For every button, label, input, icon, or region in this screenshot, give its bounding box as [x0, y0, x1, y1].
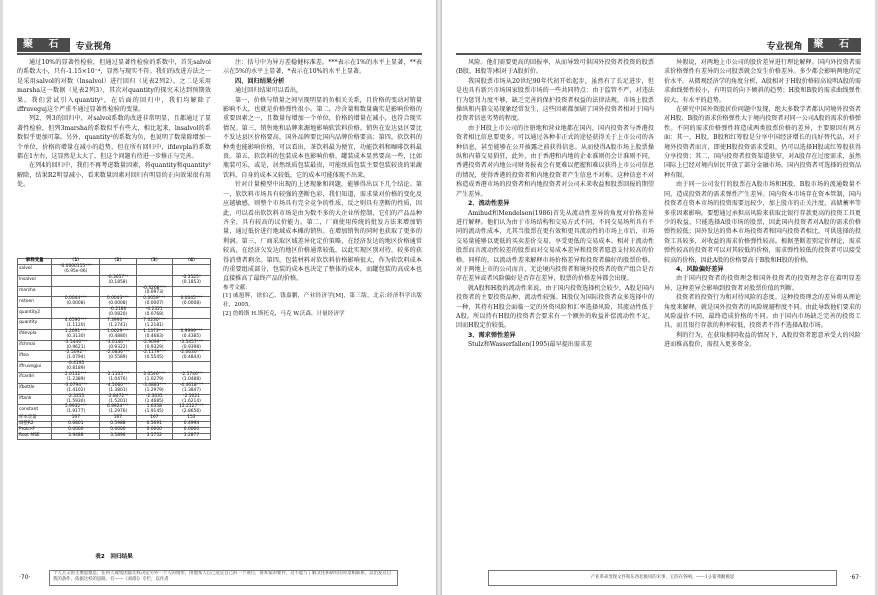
- coefficient-cell: 152: [172, 416, 210, 422]
- right-column-2: [664, 58, 861, 350]
- coefficient-cell: 7.3993*** (1.2741): [100, 318, 136, 329]
- coefficient-cell: 0.0045*** (0.0008): [172, 297, 210, 308]
- coefficient-cell: 0.0000: [172, 428, 210, 434]
- coefficient-cell: 3.5752: [136, 434, 172, 440]
- body-paragraph: 由于同一公司发行的股票在A股市场和H股、B股市场的流通数量不同，造成投资者的需求弹性产生差异。国内资本市场存在资本管制，国内投资者在资本市场的投资需要远较少，加上股市的正关注度，高储蓄率等多重因素影响，要想通过承担高风险来获取比银行存款更高的投资工具更少的收益，只能选择A股市场的股票，因此国内投资者对A股的需求价格弹性较低；国外发达的资本市场投资者和国内投资者相比，可供选择的投资工具较多，对收益的需求价格弹性较高。根据垄断差别定价理论，需求弹性较高的投资者可以对其较低的价格，需求弹性较低的投资者可以接受较高的价格，因此A股的价格要高于B股和H股的价格。: [664, 181, 861, 264]
- reference-line: 参考文献：: [223, 284, 251, 291]
- body-paragraph: 异假说，对两地上市公司的股价差异进行理论解释。国内外投资者需求价格弹性有差异的公司股票就会发生价格差异。多少都会影响两地的定价水平。从微观经济学的角度分析，A股相对于H股价格较高说明A股的需求曲线弹性较小，有明显的向下倾斜的趋势；H股和B股的需求曲线弹性较大，有水平的趋势。: [664, 59, 861, 104]
- coefficient-cell: -3.5446*** (0.9621): [52, 340, 100, 351]
- right-column-1: [456, 58, 654, 350]
- coefficient-cell: -2.0630*** (0.4844): [172, 351, 210, 362]
- coefficient-cell: 3.9488: [52, 434, 100, 440]
- coefficient-cell: 167: [136, 416, 172, 422]
- coefficient-cell: 0.0044*** (0.0008): [52, 297, 100, 308]
- variable-name-cell: quantity2: [18, 308, 52, 319]
- coefficient-cell: 0.4994: [172, 422, 210, 428]
- coefficient-cell: -3.5457*** (0.9398): [172, 340, 210, 351]
- body-paragraph: 在研究中国外资股折价问题中发现，绝大多数学者都认同境外投资者对H股、B股的需求价格弹性大于境内投资者对同一公司A股的需求价格弹性。不同的需求价格弹性将造成两类股票价格的差异，主要原因有两方面：其一，H股，B股和红筹股是分享中国经济增长的良好替代品，对于境外投资者而言，即使H股投资需求受阻，仍可以选择H股或红筹股获得分享投资；其二，国内投资者投资渠道狭窄，对A股存在过度需求，虽然国际上已经对境内居民开放了部分金融市场，国内投资者可选择的投资品种有限。: [664, 106, 862, 179]
- body-paragraph: 我国股票市场从20世纪90年代初开始起步，虽然有了长足进步，但是也具有新兴市场国家股票市场的一些共同特点：由于监管不严，对违法行为惩罚力度不够，缺乏完善的保护投资者权益的法律法规，市场上股票操纵和内幕交易现象经常发生，这些因素都加剧了国外投资者相对于国内投资者信息劣势的程度。: [456, 77, 654, 123]
- variable-name-cell: salvol: [18, 264, 52, 275]
- coefficient-cell: 0.6801: [52, 422, 100, 428]
- coefficient-cell: -2.5021 (1.6214): [172, 394, 210, 405]
- coefficient-cell: 1.6358 (1.9145): [136, 405, 172, 416]
- table-row: [18, 264, 211, 275]
- right-page: [442, 0, 875, 595]
- page-number: ·67·: [849, 574, 861, 581]
- coefficient-cell: [172, 308, 210, 319]
- coefficient-cell: 5.9932*** (1.9177): [52, 405, 100, 416]
- coefficient-cell: -2.9099*** (0.9329): [136, 340, 172, 351]
- reference-line: [1] 戚旭辉，徐伯乙，钱嘉鹏，产业经济学[M]，第三版，北京:经济科学出版社，2005。: [223, 293, 422, 308]
- coefficient-cell: -4.4618*** (1.3847): [172, 383, 210, 394]
- coefficient-cell: [100, 362, 136, 373]
- table-row: [18, 329, 211, 340]
- coefficient-cell: -0.2180 (0.0820): [100, 308, 136, 319]
- magazine-logo: 聚 石: [808, 38, 861, 52]
- coefficient-cell: 3.0546*** (1.0279): [136, 373, 172, 384]
- page-number: ·70·: [19, 574, 31, 581]
- body-paragraph: 利的行为，在获取相同收益的情况下，A股投资者愿意承受大的风险进而推高股价，需投入更多资金。: [664, 331, 861, 349]
- body-paragraph: Stulz和Wasserfallen(1995)最早提出需求差: [468, 341, 593, 349]
- coefficient-cell: [52, 275, 100, 286]
- coefficient-cell: 0.0000: [52, 428, 100, 434]
- coefficient-cell: 7.0230*** (1.2181): [136, 318, 172, 329]
- header-rule: [456, 53, 861, 55]
- left-page: [3, 0, 436, 595]
- coefficient-cell: [136, 264, 172, 275]
- variable-name-cell: quantity: [18, 318, 52, 329]
- coefficient-cell: 12.2127*** (2.8656): [172, 405, 210, 416]
- coefficient-cell: -2.5092** (1.0794): [52, 351, 100, 362]
- coefficient-cell: -2.5746** (1.0488): [172, 373, 210, 384]
- variable-name-cell: marsha: [18, 286, 52, 297]
- regression-table: [17, 258, 211, 440]
- coefficient-cell: -2.3035 (1.4685): [136, 394, 172, 405]
- right-header: [762, 38, 862, 52]
- coefficient-cell: 2.0132*** (1.2389): [52, 373, 100, 384]
- section-title: 专业视角: [766, 41, 803, 52]
- body-paragraph: 风险。他们需要更高的回报率，从而导致可供国外投资者投资的股票(B股、H股等)相对于A股折价。: [456, 59, 654, 76]
- variable-name-cell: iftank: [18, 394, 52, 405]
- section-heading: 4、风险偏好差异: [676, 265, 724, 273]
- table-row: [18, 275, 211, 286]
- coefficient-cell: -2.1105*** (1.0476): [100, 373, 136, 384]
- coefficient-cell: 4.6590*** (1.1120): [52, 318, 100, 329]
- table-header-cell: （2）: [100, 259, 136, 265]
- variable-name-cell: lnsalvol: [18, 275, 52, 286]
- coefficient-cell: [100, 264, 136, 275]
- body-paragraph: 注：括号中为异方差稳健标准差。***表示在1%的水平上显著，**表示在5%的水平上显著，*表示在10%的水平上显著。: [223, 59, 422, 76]
- coefficient-cell: 0.9999*** (0.4385): [172, 329, 210, 340]
- coefficient-cell: [136, 275, 172, 286]
- coefficient-cell: 1.2691*** (0.3130): [52, 329, 100, 340]
- section-heading: 2、流动性差异: [468, 200, 510, 208]
- coefficient-cell: [136, 362, 172, 373]
- table-header-cell: （3）: [136, 259, 172, 265]
- coefficient-cell: -2.8472** (1.5201): [100, 394, 136, 405]
- footer-quote-box: 个人主义的主要思想是，任何人或集团都无权决定另外一个人的情形，由他本人自己选定自己的一个项目，资本家的要件，这不能与了解文化和研究的背景相联系，以出发点自我的条件，依据这样的思路，有——《刘/阳》专栏，以作者: [49, 570, 398, 586]
- body-paragraph: 在列4的回归中，我们不再考虑数量因素，将quantity和quantity²解除，结果R2明显减小，看来数量因素对回归有明显的正向效果很有用处。: [17, 162, 211, 189]
- table-row: [18, 308, 211, 319]
- coefficient-cell: -2.1179*** (0.5545): [136, 351, 172, 362]
- left-column-1: [17, 58, 211, 190]
- body-paragraph: 由于H股上市公司的注册地和营业地都在国内，国内投资者与香港投资者相比信息要更多。可以通过各种非正式的途径获得关于上市公司的各种信息，甚至能够在公开披露之前获得信息。从而使得A股市场上股票操纵和内幕交易猖狂，此外，由于香港和内地的企业准则仍会计准则不同，香港投资者对内地公司财务报表会有更难以把握和难以获得上市公司信息的情况，使得香港的投资者和内地投资者产生信息不对称。这种信息不对称造成香港市场的投资者和内地投资者对公司未来收益和股票回报的期望产生差异。: [456, 124, 654, 198]
- body-paragraph: Amihud和Mendelson(1986)首先从流动性差异的角度对价格差异进行解释。他们认为由于市场结构和交易方式不同，不同交易场所具有不同的流动性成本，尤其当股票在更有效和更具流动性的市场上市后，市场交易量能够以更低的买卖差价交易，享受更低的交易成本。相对于流动性股票而言流动性较差的股票而对交易成本差异和投资者愿意支付较高的价格。同样的，以流动性差来解释市场价格差异和投资者偏好的股票价格。对于两地上市的公司而言，无论境内投资者和境外投资者的资产组合是否存在差异或者风险偏好是否存在差异，股票的价格差异都会出现。: [456, 209, 654, 283]
- table-row: [18, 434, 211, 440]
- variable-name-cell: Prob>F: [18, 428, 52, 434]
- table-row: [18, 362, 211, 373]
- coefficient-cell: 0.0000: [136, 428, 172, 434]
- reference-line: [2] 詹姆斯 H.斯托克，马克 W.沃森，计量经济学: [223, 310, 345, 317]
- body-paragraph: 第一，价格与销量之间呈现明显的负相关关系，且价格的变动对销量影响不大，也就是价格弹性很小。第二，冷含量和数量确实是影响价格的重要因素之一，且数量每增加一个单位，价格的增量在减小，也符合现实情况。第三，销售地和品牌来源地影响软饮料价格。销售在发达县区要比不发达县区价格要高，国外品牌要比国内品牌价格要高；第四，软饮料的种类也能影响价格，可以看出，茶饮料最为便宜，功能饮料和咖啡饮料最贵。第五，软饮料的包装成本也影响价格，罐装成本显然要高一些，比如瓶装可乐，或是，居然纸质包装最贵，可能纸质包装主要包装较贵的果蔬饮料，自身的成本又较低，它的成本可能体现不出来。: [223, 96, 422, 179]
- coefficient-cell: -0.3657** (0.1858): [100, 275, 136, 286]
- body-paragraph: 通过回归结果可以看出，: [235, 87, 303, 95]
- variable-name-cell: ifdevpla: [18, 329, 52, 340]
- coefficient-cell: 167: [52, 416, 100, 422]
- table-header-cell: （1）: [52, 259, 100, 265]
- section-title: 专业视角: [75, 41, 112, 52]
- variable-name-cell: 调整R2: [18, 422, 52, 428]
- coefficient-cell: -4.5060*** (1.3801): [100, 383, 136, 394]
- coefficient-cell: -2.3355 (1.5930): [52, 394, 100, 405]
- coefficient-cell: 0.5691: [136, 422, 172, 428]
- coefficient-cell: -0.0000115*** (6.95e-06): [52, 264, 100, 275]
- coefficient-cell: 0.5988: [100, 422, 136, 428]
- coefficient-cell: -3.4883*** (1.2979): [136, 383, 172, 394]
- coefficient-cell: 0.0059*** (0.0007): [136, 297, 172, 308]
- footer-quote-box: 产业革命变现文件和东西北极风的未事，它的在各响。——1·J·霍弗勤极思: [488, 570, 837, 586]
- coefficient-cell: [172, 264, 210, 275]
- magazine-logo: 聚 石: [17, 38, 70, 52]
- body-paragraph: 通过10%的显著性检验，但通过显著性检验的系数中，首先salvol的系数大小，只有-1.15×10⁻⁴，显然与现实不符。我们的改进方法之一是采用salvol的对数（lnsalvol）进行回归（见表2列2）。之二是采用marsha这一数据（见表2列3），其次对quantity的探究未达到预期效果。我们尝试引入quantity²，在后面的回归中，我们均解除了iffruveguj这个严重不通过显著性检验的变量。: [17, 59, 211, 114]
- table-row: [18, 318, 211, 329]
- coefficient-cell: -0.3268*** (0.0973): [136, 286, 172, 297]
- coefficient-cell: 3.5896: [100, 434, 136, 440]
- coefficient-cell: 167: [100, 416, 136, 422]
- variable-name-cell: ifchmai: [18, 340, 52, 351]
- variable-name-cell: 样本容量: [18, 416, 52, 422]
- table-header-cell: （4）: [172, 259, 210, 265]
- section-heading: 四、回归结果分析: [235, 77, 285, 85]
- table-row: [18, 373, 211, 384]
- variable-name-cell: iftea: [18, 351, 52, 362]
- coefficient-cell: 1.1373*** (0.4683): [136, 329, 172, 340]
- table-caption: 表2 回归结果: [95, 554, 133, 560]
- coefficient-cell: -2.0830*** (0.5589): [100, 351, 136, 362]
- coefficient-cell: 0.0043*** (0.0008): [100, 297, 136, 308]
- body-paragraph: 就A股和H股的流动性来说，由于国内投资选择机会较少，A股是国内投资者的主要投资品种，流动性较强。H股仅为国际投资者众多选择中的一种，其持有H股会面临一定的外资风险和汇率选择风险，其流动性低于A股。所以持有H股的投资者会要求有一个额外的收益补偿流动性不足，因而H股定价较低。: [456, 284, 654, 330]
- body-paragraph: 投资者的投资行为和对待风险的态度。这种投资理念的差异将从理论角度来解释，就是国外投资者的风险规避程度不同。由此导致他们要求的风险溢价不同，最终造成价格的不同。由于国内市场缺乏完善的投资工具，而且银行存款的利率较低，投资者不得不选择A股市场。: [664, 294, 861, 330]
- table-row: [18, 383, 211, 394]
- coefficient-cell: 0.0000: [100, 428, 136, 434]
- left-column-2: [223, 58, 422, 318]
- coefficient-cell: 3.2877: [172, 434, 210, 440]
- coefficient-cell: 1.0029*** (0.4880): [100, 329, 136, 340]
- coefficient-cell: -3.0794*** (1.4102): [52, 383, 100, 394]
- variable-name-cell: nstoen: [18, 297, 52, 308]
- variable-name-cell: Root MSE: [18, 434, 52, 440]
- coefficient-cell: -0.2321 (0.0768): [136, 308, 172, 319]
- table-row: [18, 351, 211, 362]
- table-header-cell: 解释变量: [18, 259, 52, 265]
- section-heading: 3、需求弹性差异: [468, 331, 516, 339]
- variable-name-cell: ifbottle: [18, 383, 52, 394]
- variable-name-cell: ifcardri: [18, 373, 52, 384]
- coefficient-cell: -3.0140*** (0.9322): [100, 340, 136, 351]
- coefficient-cell: [172, 318, 210, 329]
- body-paragraph: 列2、列3的回归中，对salvol系数的改进非常明显，且都通过了显著性检验，但列3marsha的系数似乎有些大，相比起来，lnsalvol的系数似乎更加可靠。另外，quantity²的系数为负，也说明了数量除增加一个单位，价格的增量在减小的趋势，但在所有回归中，ifdevpla的系数都在1左右，这显然是太大了，但这个问题有待进一步修正与完善。: [17, 115, 211, 161]
- left-header: [17, 38, 117, 52]
- body-paragraph: 针对计量模型中出现的上述现象和问题，能够得出以下几个结论。第一，软饮料市场具有较强的垄断色彩，我们知道，需求量对价格的变化反应越敏感，则整个市场具有完全竞争的性质，反之则具有垄断的性质，因此，可以看出软饮料市场是由为数不多的大企业所控制，它们的产品品种齐全，具有较高的议价能力。第二，厂商使用传统的批发方法来增加销量，通过低价进行地域成本摊的销售。在增加销售的同时也获取了更多的利润。第三，厂商采取区域差异化定价策略，在经济发达的地区价格通常较高，在经济欠发达的地区价格通常较低，以此实现区别对待，较多的获得消费者剩余。第四，包装材料对软饮料价格影响很大，作为软饮料成本的重要组成部分，包装的成本也决定了整体的成本，而罐包装的高成本也直接推高了最终产品的价格。: [223, 181, 422, 283]
- coefficient-cell: [52, 308, 100, 319]
- coefficient-cell: [172, 362, 210, 373]
- body-paragraph: 由于国内投资者的投资理念和国外投资者的投资理念存在着明显差异，这种差异会影响到投资者对股票价值的判断。: [664, 275, 861, 292]
- coefficient-cell: 6.9924*** (1.2976): [100, 405, 136, 416]
- coefficient-cell: -0.3525* (0.1853): [172, 275, 210, 286]
- variable-name-cell: iffruvegjui: [18, 362, 52, 373]
- header-rule: [17, 53, 422, 55]
- coefficient-cell: -0.4195 (0.8189): [52, 362, 100, 373]
- variable-name-cell: constant: [18, 405, 52, 416]
